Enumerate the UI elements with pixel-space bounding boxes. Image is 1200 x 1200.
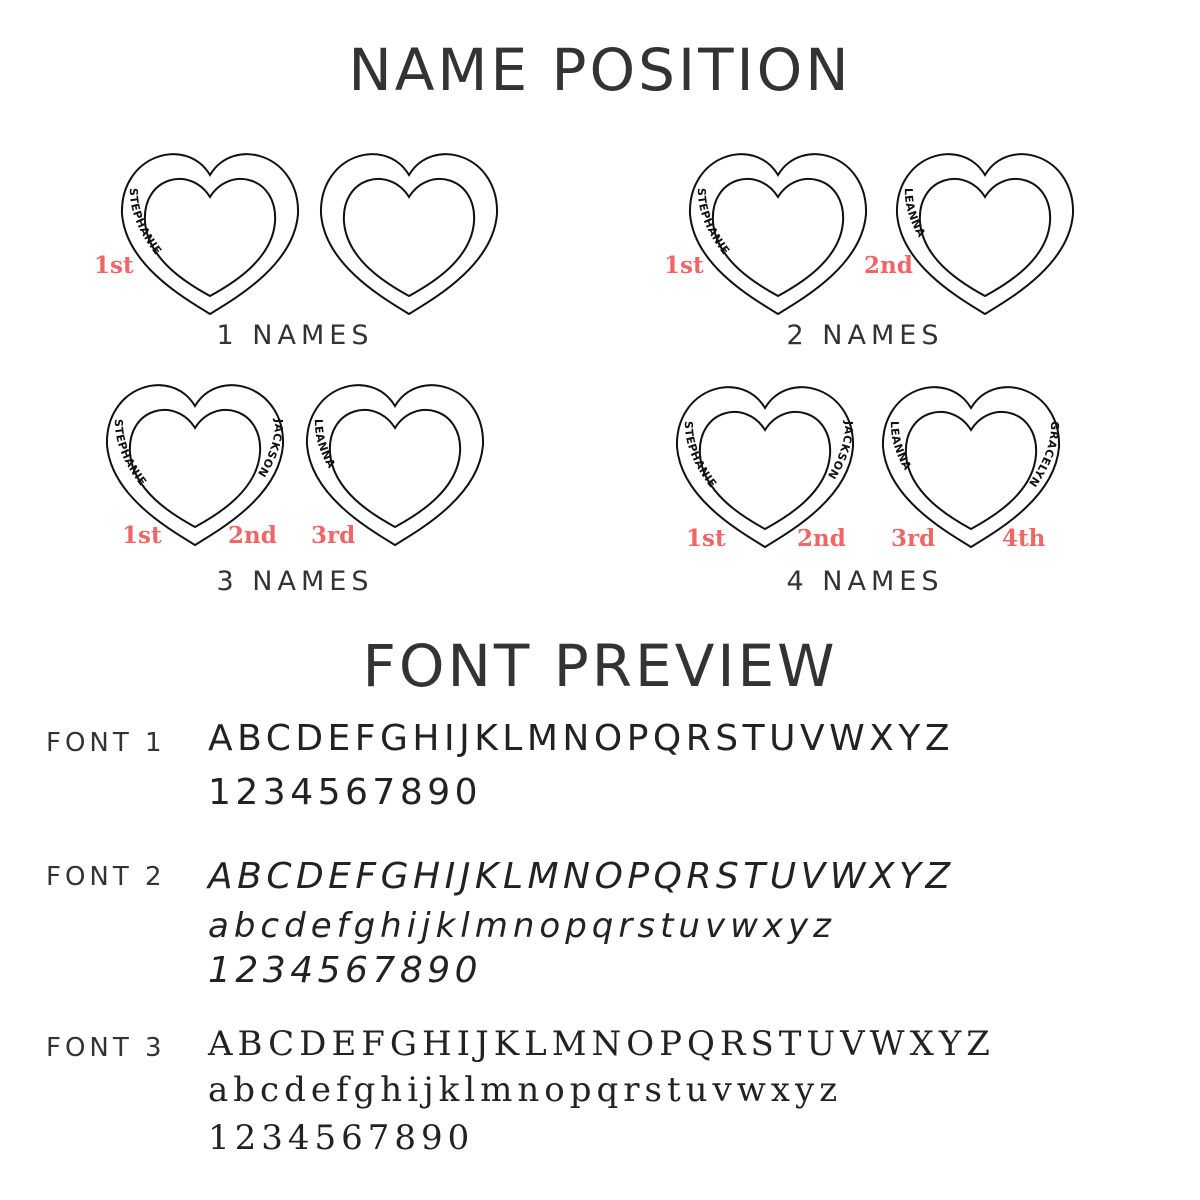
position-label: 4th [1002, 525, 1046, 552]
font-preview-title: FONT PREVIEW [362, 632, 838, 700]
group-caption: 1 NAMES [216, 320, 374, 351]
group-caption: 4 NAMES [786, 566, 944, 597]
heart-pendant [321, 154, 497, 314]
engraved-name: LEANNA [901, 187, 929, 240]
font-sample-uppercase: ABCDEFGHIJKLMNOPQRSTUVWXYZ [208, 718, 954, 759]
name-position-title: NAME POSITION [348, 36, 852, 104]
font-sample-uppercase: ABCDEFGHIJKLMNOPQRSTUVWXYZ [208, 1024, 995, 1064]
position-label: 1st [686, 525, 726, 552]
position-label: 2nd [797, 525, 846, 552]
font-sample-lowercase: abcdefghijklmnopqrstuvwxyz [208, 1070, 843, 1110]
position-label: 3rd [311, 522, 356, 549]
engraved-name: JACKSON [824, 420, 856, 482]
font-sample-lowercase: abcdefghijklmnopqrstuvwxyz [208, 906, 836, 946]
heart-pendant [122, 154, 298, 314]
font-sample-digits: 1234567890 [208, 950, 483, 991]
engraved-name: STEPHANIE [694, 187, 733, 258]
font-sample-digits: 1234567890 [208, 772, 483, 813]
engraved-name: LEANNA [311, 418, 339, 471]
position-label: 3rd [891, 525, 936, 552]
position-label: 2nd [228, 522, 277, 549]
position-label: 1st [122, 522, 162, 549]
font-sample-uppercase: ABCDEFGHIJKLMNOPQRSTUVWXYZ [208, 856, 955, 897]
position-label: 2nd [864, 252, 913, 279]
font-sample-digits: 1234567890 [208, 1118, 475, 1158]
heart-pendant [677, 387, 855, 547]
position-label: 1st [664, 252, 704, 279]
engraved-name: STEPHANIE [111, 418, 150, 489]
heart-pendant [883, 387, 1061, 547]
group-caption: 2 NAMES [786, 320, 944, 351]
heart-pendant [897, 154, 1073, 314]
font-label: FONT 3 [46, 1033, 166, 1063]
position-label: 1st [94, 252, 134, 279]
group-caption: 3 NAMES [216, 566, 374, 597]
font-label: FONT 2 [46, 862, 166, 892]
font-label: FONT 1 [46, 728, 166, 758]
engraved-name: LEANNA [887, 420, 915, 473]
engraved-name: STEPHANIE [681, 420, 720, 491]
heart-pendant [690, 154, 866, 314]
engraved-name: JACKSON [254, 418, 286, 480]
engraved-name: STEPHANIE [126, 187, 165, 258]
engraved-name: GRACELYN [1025, 420, 1062, 490]
